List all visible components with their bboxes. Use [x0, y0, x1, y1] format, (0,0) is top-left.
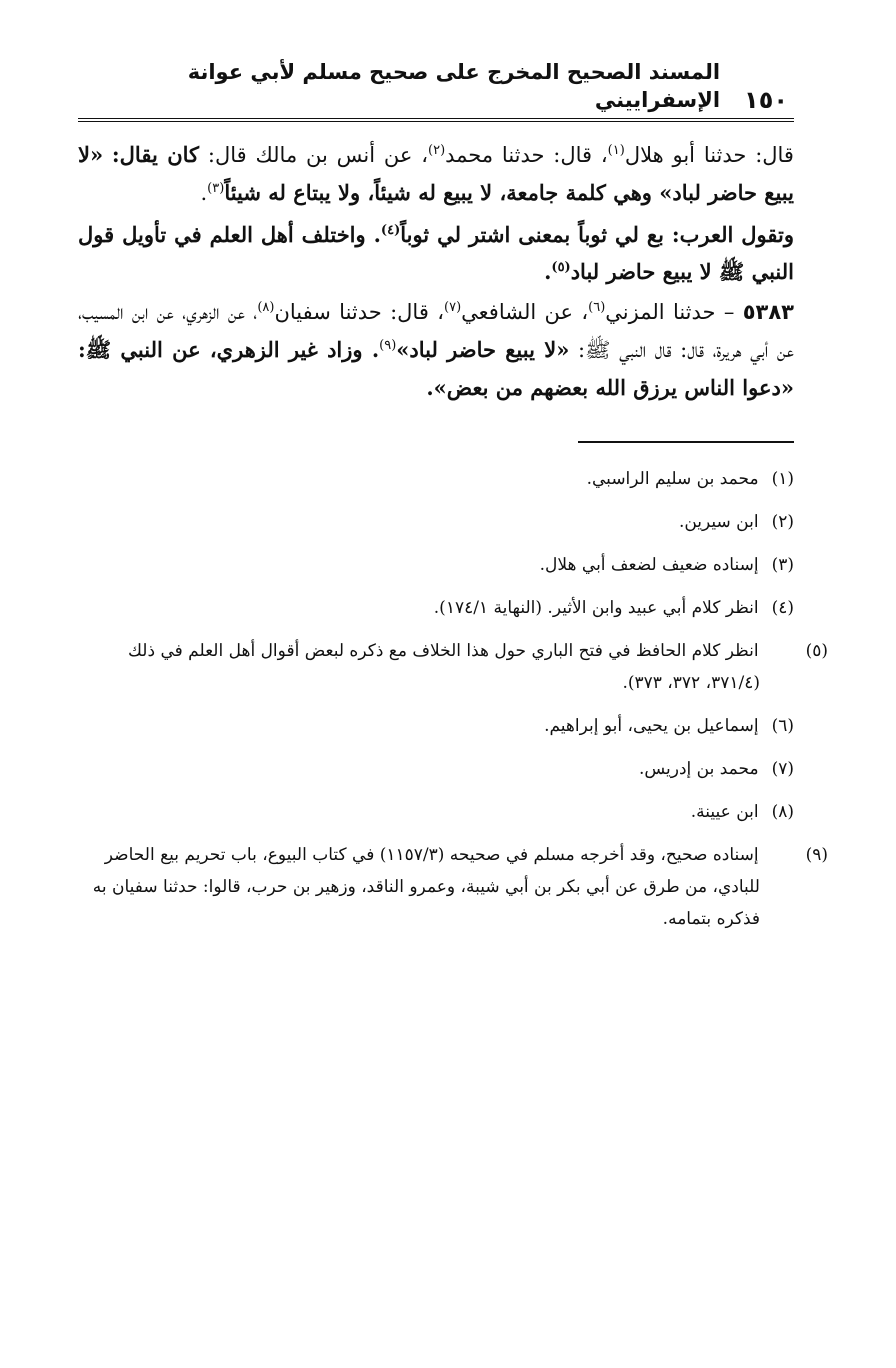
footnotes: [78, 463, 828, 935]
footnote-6: [78, 710, 794, 742]
bold-segment: كان يقال:: [111, 142, 200, 167]
text-segment: ، قال: حدثنا سفيان: [274, 300, 444, 324]
footnote-text: إسناده ضعيف لضعف أبي هلال.: [539, 555, 759, 575]
text-segment: قال: حدثنا أبو هلال: [624, 143, 794, 167]
hadith-quote: «لا يبيع حاضر لباد»: [78, 142, 794, 205]
footnote-number: (٦): [771, 716, 794, 736]
page-number: ١٥٠: [744, 86, 788, 114]
footnote-text: انظر كلام الحافظ في فتح الباري حول هذا الخلاف مع ذكره لبعض أقوال أهل العلم في ذلك (٣٧١/٤، ٣٧٢، ٣٧٣).: [127, 641, 760, 693]
footnote-text: إسناده صحيح، وقد أخرجه مسلم في صحيحه (١١٥٧/٣) في كتاب البيوع، باب تحريم بيع الحاضر للبادي، من طرق عن أبي بكر بن أبي شيبة، وعمرو الناقد، وزهير بن حرب، قالوا: حدثنا سفيان به فذكره بتمامه.: [92, 845, 760, 929]
footnote-7: [78, 753, 794, 785]
bold-segment: وتقول العرب: بع لي ثوباً بمعنى اشتر لي ثوباً: [400, 222, 795, 247]
footnote-text: انظر كلام أبي عبيد وابن الأثير. (النهاية ١٧٤/١).: [433, 598, 759, 618]
footnote-ref-2[interactable]: (٢): [428, 143, 446, 158]
running-title: المسند الصحيح المخرج على صحيح مسلم لأبي عوانة الإسفراييني: [187, 60, 721, 112]
footnote-3: [78, 549, 794, 581]
footnote-5: [78, 635, 828, 699]
footnote-number: (٧): [771, 759, 794, 779]
footnote-number: (٣): [771, 555, 794, 575]
text-segment: .: [426, 375, 434, 400]
text-segment: ، عن الزهري، عن ابن المسيب، عن أبي هريرة، قال: قال النبي ﷺ:: [78, 300, 794, 362]
footnote-ref-4[interactable]: (٤): [380, 223, 401, 238]
footnote-number: (١): [771, 469, 794, 489]
footnote-number: (٩): [805, 845, 828, 865]
paragraph-1: [78, 136, 794, 212]
footnote-2: [78, 506, 794, 538]
footnote-ref-9[interactable]: (٩): [379, 338, 397, 353]
text-segment: ، قال: حدثنا محمد: [445, 143, 608, 167]
bold-segment: . وزاد غير الزهري، عن النبي ﷺ:: [78, 337, 380, 362]
footnote-separator: [578, 441, 794, 443]
footnote-number: (٢): [771, 512, 794, 532]
footnote-text: ابن عيينة.: [690, 802, 759, 822]
paragraph-2: [78, 216, 794, 290]
main-text: [78, 136, 794, 407]
footnote-8: [78, 796, 794, 828]
footnote-text: محمد بن سليم الراسبي.: [586, 469, 759, 489]
book-page: [78, 58, 828, 946]
footnote-ref-8[interactable]: (٨): [257, 300, 275, 315]
footnote-text: ابن سيرين.: [678, 512, 759, 532]
text-segment: ، عن أنس بن مالك قال:: [207, 143, 428, 167]
text-segment: .: [544, 259, 552, 284]
footnote-9: [78, 839, 828, 935]
bold-segment: وهي كلمة جامعة، لا يبيع له شيئاً، ولا يبتاع له شيئاً: [224, 180, 660, 205]
hadith-quote: «دعوا الناس يرزق الله بعضهم من بعض»: [433, 375, 794, 400]
text-segment: ، عن الشافعي: [461, 300, 589, 324]
footnote-text: محمد بن إدريس.: [638, 759, 759, 779]
text-segment: .: [200, 181, 208, 205]
bold-segment: . واختلف أهل العلم في تأويل قول النبي ﷺ لا يبيع حاضر لباد: [78, 222, 794, 284]
footnote-ref-5[interactable]: (٥): [551, 260, 571, 275]
footnote-number: (٥): [805, 641, 828, 661]
footnote-ref-7[interactable]: (٧): [444, 300, 462, 315]
footnote-ref-6[interactable]: (٦): [588, 300, 606, 315]
footnote-4: [78, 592, 794, 624]
footnote-number: (٤): [771, 598, 794, 618]
footnote-text: إسماعيل بن يحيى، أبو إبراهيم.: [544, 716, 759, 736]
hadith-quote: «لا يبيع حاضر لباد»: [396, 337, 570, 362]
text-segment: – حدثنا المزني: [605, 300, 735, 324]
paragraph-3: [78, 294, 794, 407]
page-header: [78, 58, 794, 122]
footnote-ref-1[interactable]: (١): [607, 143, 625, 158]
footnote-number: (٨): [771, 802, 794, 822]
footnote-ref-3[interactable]: (٣): [207, 181, 225, 196]
hadith-number: ٥٣٨٣: [742, 300, 794, 324]
footnote-1: [78, 463, 794, 495]
